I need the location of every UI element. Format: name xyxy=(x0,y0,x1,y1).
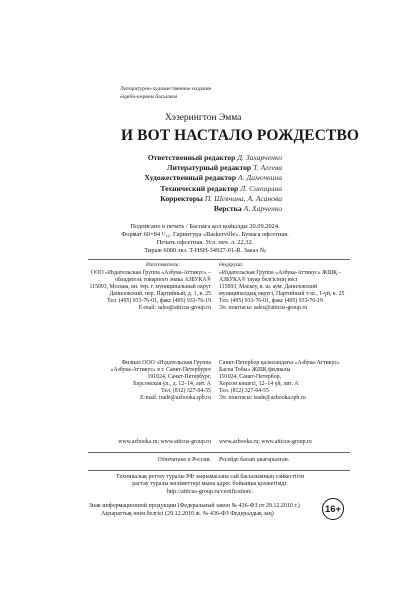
tech-reg-line: Техникалық реттеу туралы РФ заңнамасына сай басылымның сәйкестігін xyxy=(116,474,304,480)
age-rating-badge: 16+ xyxy=(322,498,344,520)
credit-name: А. Дамочкина xyxy=(237,173,282,183)
manufacturer-kz-line: Эл. поштасы: sales@atticus-group.ru xyxy=(219,305,308,312)
printed-in-kz: Ресейде басып шығарылған. xyxy=(219,457,290,463)
credit-name: Т. Агеева xyxy=(253,163,282,173)
credit-role: Литературный редактор xyxy=(166,163,252,173)
credit-name: А. Харченко xyxy=(243,204,282,214)
author-name: Хэзерингтон Эмма xyxy=(165,113,242,123)
credit-line xyxy=(0,173,282,183)
branch-kz-line: Баспа Тобы» ЖШҚ филиалы xyxy=(219,367,291,374)
credit-line xyxy=(0,194,282,204)
footer-line: Ақпараттық өнім белгісі (29.12.2010 ж. № 436-ФЗ Федералдық заң) xyxy=(101,511,274,517)
footer-line: Знак информационной продукции (Федеральный закон № 436-ФЗ от 29.12.2010 г.) xyxy=(89,503,300,509)
branch-ru xyxy=(60,360,211,402)
manufacturer-kz-line: «Издательская Группа «Азбука-Аттикус» ЖШҚ – xyxy=(219,270,342,276)
manufacturer-label-ru: Изготовитель: xyxy=(146,262,180,268)
manufacturer-kz-line: муниципалдық округі, Партийный т-ш., 1-үй, к. 25 xyxy=(219,291,345,298)
manufacturer-label-kz: Өндіруші: xyxy=(219,262,244,268)
printed-in-ru: Отпечатано в России. xyxy=(157,457,211,463)
tech-regulation xyxy=(100,474,320,496)
credit-line xyxy=(0,204,282,214)
print-info xyxy=(110,223,300,255)
manufacturer-ru-line: обладатель товарного знака АЗБУКА® xyxy=(114,277,211,284)
credit-name: Д. Захарченко xyxy=(237,153,282,162)
divider xyxy=(88,470,350,471)
credit-name: П. Шевчина, А. Асанова xyxy=(204,193,282,203)
tech-reg-line: растау туралы мәліметтері мына адрес бойынша қолжетімді: xyxy=(132,481,288,488)
manufacturer-kz-line: 115093, Мәскеу, в. ш. аум. Даниловский xyxy=(219,284,318,291)
branch-kz-line: 191024, Санкт-Петербор, xyxy=(219,374,281,381)
credit-line xyxy=(0,163,282,173)
branch-ru-line: E-mail: trade@azbooka.spb.ru xyxy=(140,395,211,402)
book-title: И ВОТ НАСТАЛО РОЖДЕСТВО xyxy=(121,127,360,144)
print-info-line: Подписано в печать / Баспаға қол қойылды 20.09.2024. xyxy=(130,223,280,230)
credit-role: Художественный редактор xyxy=(144,173,237,183)
branch-ru-line: «Азбука-Аттикус» в г. Санкт-Петербурге xyxy=(110,367,211,374)
credit-role: Ответственный редактор xyxy=(147,153,236,162)
credit-line xyxy=(0,153,282,163)
print-info-line: Печать офсетная. Усл. печ. л. 22,32. xyxy=(156,239,254,246)
website-kz[interactable]: www.azbooka.ru; www.atticus-group.ru xyxy=(219,439,312,445)
branch-kz-line: Санкт-Петербор қаласындағы «Азбука-Аттикус» xyxy=(219,360,340,366)
branch-kz-line: Херсон көшесі, 12–14 үй, лит. А xyxy=(219,381,299,388)
branch-kz-line: Тел. (812) 327-04-55 xyxy=(219,388,269,395)
print-info-line: Формат 60×84 ¹/₁₆. Гарнитура «Baskerville». Бумага офсетная. xyxy=(121,231,289,238)
manufacturer-kz-line: АЗБУКА® тауар белгісінің иесі xyxy=(219,277,298,284)
info-product-mark xyxy=(89,502,300,518)
credit-role: Корректоры xyxy=(160,193,203,203)
branch-ru-line: Тел. (812) 327-04-55 xyxy=(161,388,211,395)
branch-ru-line: Херсонская ул., д. 12–14, лит. А xyxy=(132,381,211,388)
tech-reg-line[interactable]: http://atticus-group.ru/certification/. xyxy=(166,488,254,495)
manufacturer-ru-line: E-mail: sales@atticus-group.ru xyxy=(138,305,211,312)
manufacturer-ru xyxy=(60,270,211,312)
credit-role: Технический редактор xyxy=(160,183,239,193)
genre-ru: Литературно-художественное издание xyxy=(120,86,212,92)
print-info-line: Тираж 6000 экз. T-HSH-34927-01-R. Заказ № xyxy=(144,247,266,254)
branch-ru-line: Филиал ООО «Издательская Группа xyxy=(121,360,211,366)
branch-kz-line: Эл. поштасы: trade@azbooka.spb.ru xyxy=(219,395,306,402)
manufacturer-kz-line: Тел. (495) 933-76-01, факс (495) 933-76-19 xyxy=(219,298,323,305)
branch-ru-line: 191024, Санкт-Петербург, xyxy=(147,374,211,381)
branch-kz xyxy=(219,360,379,402)
manufacturer-ru-line: Тел. (495) 933-76-01, факс (495) 933-76-19 xyxy=(107,298,211,305)
manufacturer-ru-line: Даниловский, пер. Партийный, д. 1, к. 25 xyxy=(109,291,211,298)
credit-line xyxy=(0,184,282,194)
credit-name: Л. Синицына xyxy=(240,183,282,193)
manufacturer-kz xyxy=(219,270,379,312)
credits-block xyxy=(0,153,282,214)
manufacturer-ru-line: ООО «Издательская Группа «Азбука-Аттикус» – xyxy=(91,270,211,276)
website-ru[interactable]: www.azbooka.ru; www.atticus-group.ru xyxy=(118,439,211,445)
genre-kz: Әдеби-көркем басылым xyxy=(120,94,178,100)
divider xyxy=(88,259,350,260)
divider xyxy=(88,452,350,453)
manufacturer-ru-line: 115093, Москва, вн. тер. г. муниципальный округ xyxy=(89,284,211,291)
credit-role: Верстка xyxy=(213,204,242,214)
